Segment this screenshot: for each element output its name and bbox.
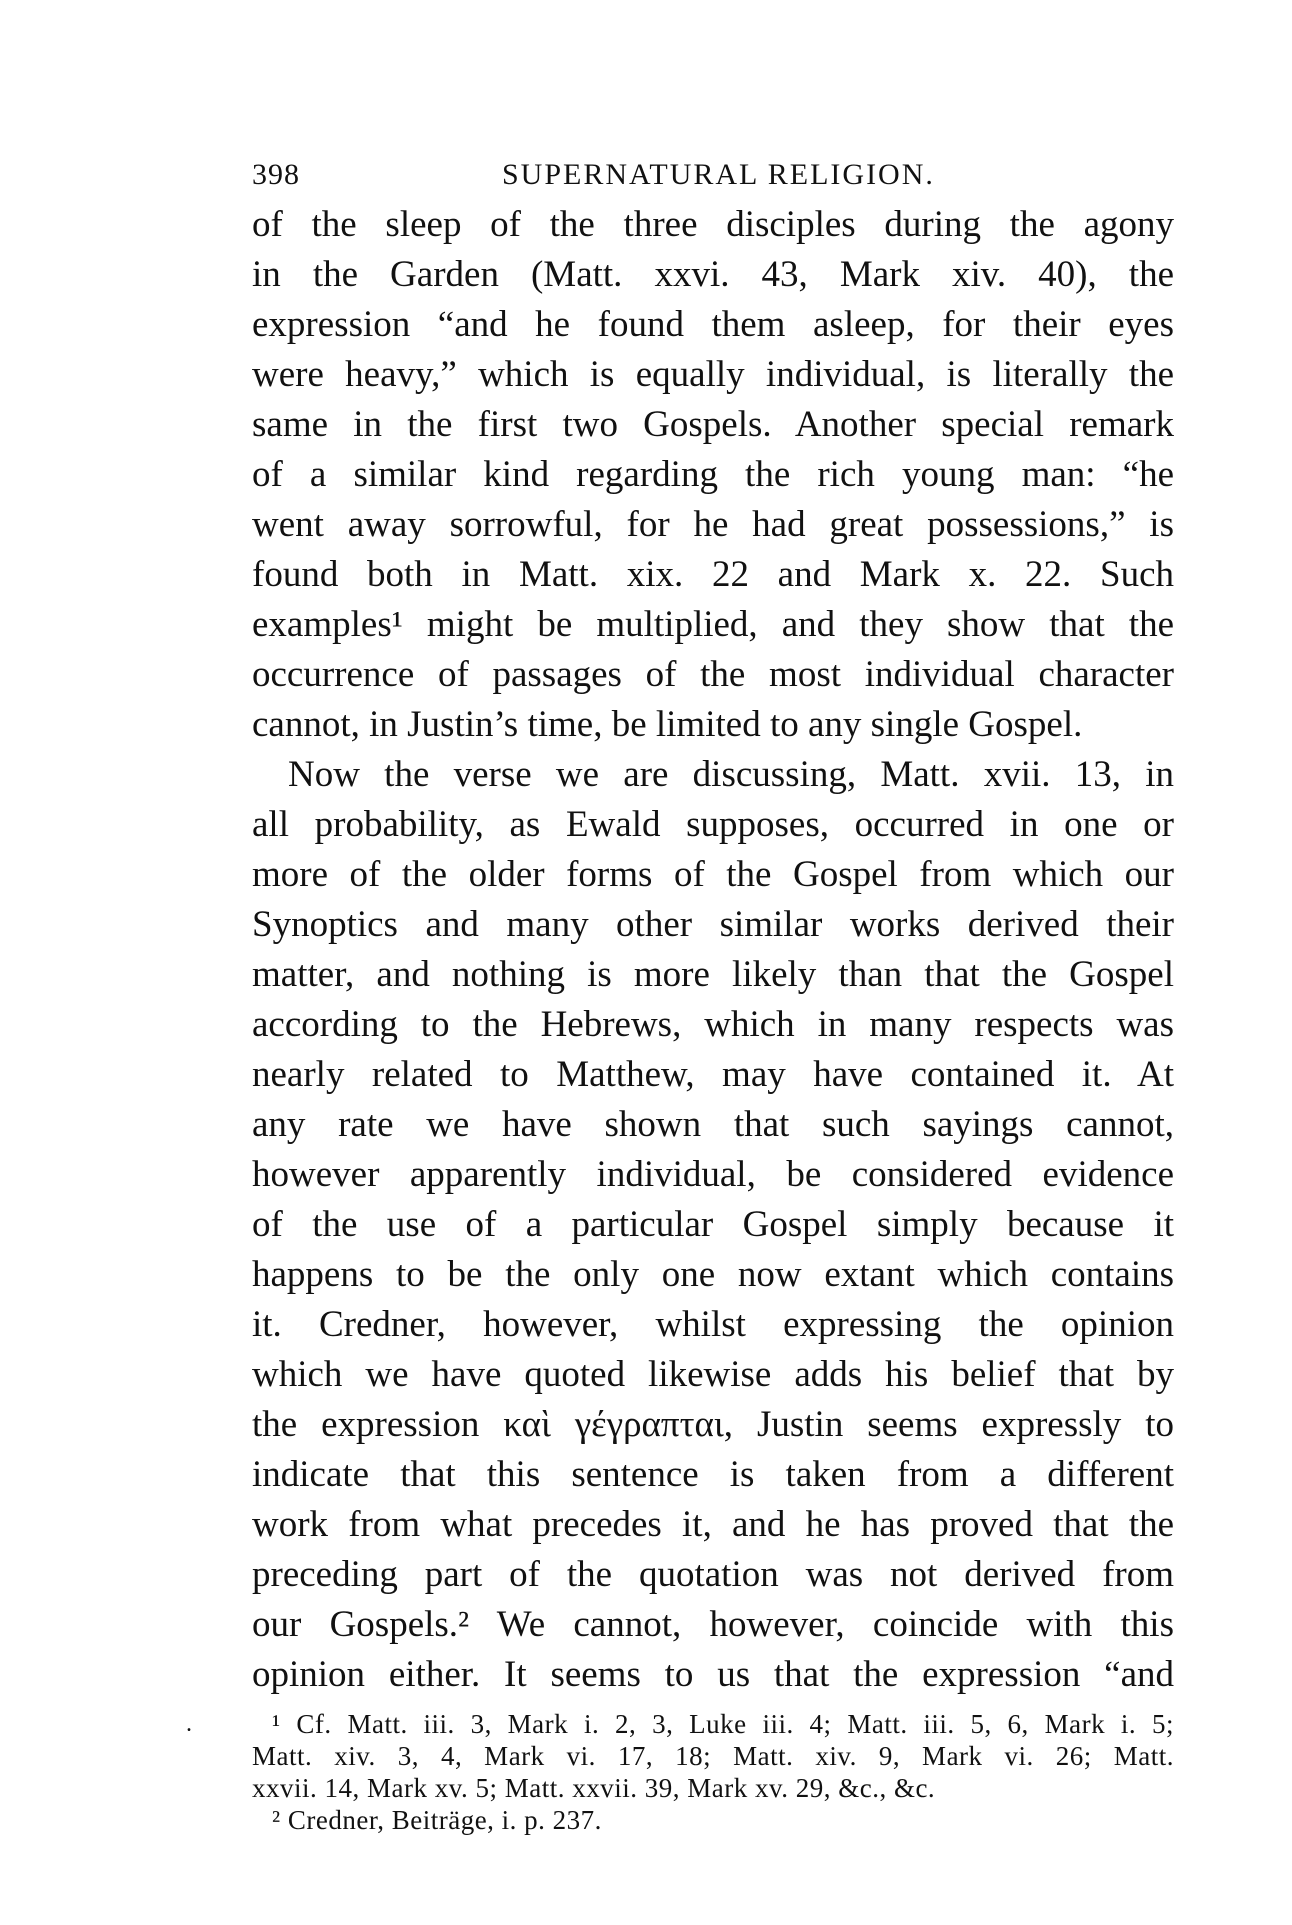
body-line: the expression καὶ γέγραπται, Justin seems expressly to (252, 1404, 1174, 1445)
body-line: of a similar kind regarding the rich young man: “he (252, 454, 1174, 495)
body-line: it. Credner, however, whilst expressing the opinion (252, 1304, 1174, 1345)
paragraph-start-line: Now the verse we are discussing, Matt. xvii. 13, in (288, 754, 1174, 795)
body-line: were heavy,” which is equally individual, is literally the (252, 354, 1174, 395)
body-line: matter, and nothing is more likely than that the Gospel (252, 954, 1174, 995)
body-line: in the Garden (Matt. xxvi. 43, Mark xiv. 40), the (252, 254, 1174, 295)
body-line: happens to be the only one now extant which contains (252, 1254, 1174, 1295)
body-line: our Gospels.² We cannot, however, coincide with this (252, 1604, 1174, 1645)
footnote-line: ¹ Cf. Matt. iii. 3, Mark i. 2, 3, Luke iii. 4; Matt. iii. 5, 6, Mark i. 5; (272, 1709, 1174, 1739)
body-line: work from what precedes it, and he has proved that the (252, 1504, 1174, 1545)
body-line: according to the Hebrews, which in many respects was (252, 1004, 1174, 1045)
page-number: 398 (252, 158, 300, 191)
footnote-line: xxvii. 14, Mark xv. 5; Matt. xxvii. 39, Mark xv. 29, &c., &c. (252, 1773, 936, 1803)
body-text (252, 200, 1174, 1700)
body-line: went away sorrowful, for he had great possessions,” is (252, 504, 1174, 545)
body-line: same in the first two Gospels. Another special remark (252, 404, 1174, 445)
footnote-line: Matt. xiv. 3, 4, Mark vi. 17, 18; Matt. xiv. 9, Mark vi. 26; Matt. (252, 1741, 1174, 1771)
body-line: found both in Matt. xix. 22 and Mark x. 22. Such (252, 554, 1174, 595)
running-title: SUPERNATURAL RELIGION. (502, 158, 935, 191)
running-head (252, 150, 1174, 200)
footnote-line: ² Credner, Beiträge, i. p. 237. (272, 1805, 602, 1835)
body-line: of the sleep of the three disciples during the agony (252, 204, 1174, 245)
body-line: examples¹ might be multiplied, and they show that the (252, 604, 1174, 645)
body-line: however apparently individual, be considered evidence (252, 1154, 1174, 1195)
body-line: nearly related to Matthew, may have contained it. At (252, 1054, 1174, 1095)
body-line: all probability, as Ewald supposes, occurred in one or (252, 804, 1174, 845)
body-line: preceding part of the quotation was not derived from (252, 1554, 1174, 1595)
margin-mark: . (186, 1711, 192, 1737)
body-line: occurrence of passages of the most individual character (252, 654, 1174, 695)
body-line: cannot, in Justin’s time, be limited to any single Gospel. (252, 704, 1083, 745)
body-line: of the use of a particular Gospel simply because it (252, 1204, 1174, 1245)
body-line: which we have quoted likewise adds his belief that by (252, 1354, 1174, 1395)
footnotes (252, 1708, 1174, 1836)
book-page (252, 150, 1174, 1836)
body-line: more of the older forms of the Gospel from which our (252, 854, 1174, 895)
body-line: Synoptics and many other similar works derived their (252, 904, 1174, 945)
body-line: indicate that this sentence is taken from a different (252, 1454, 1174, 1495)
body-line: any rate we have shown that such sayings cannot, (252, 1104, 1174, 1145)
body-line: opinion either. It seems to us that the expression “and (252, 1654, 1174, 1695)
body-line: expression “and he found them asleep, for their eyes (252, 304, 1174, 345)
